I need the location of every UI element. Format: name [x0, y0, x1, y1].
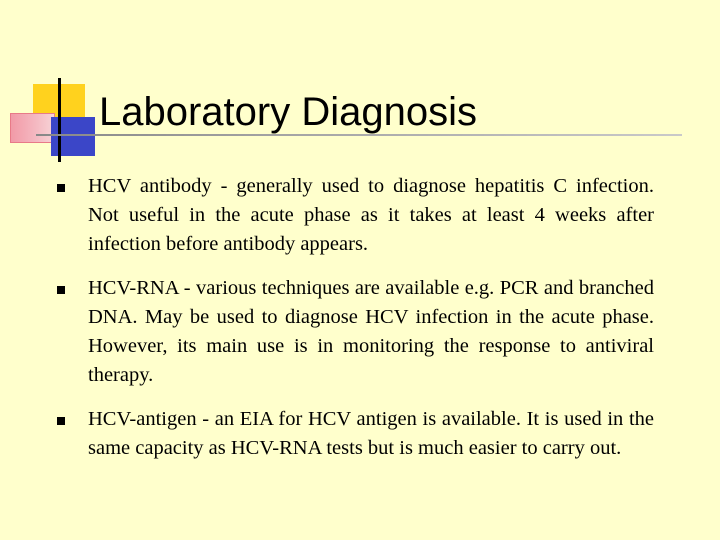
logo-vertical-line: [58, 78, 61, 162]
bullet-text: [88, 405, 654, 463]
bullet-term: HCV antibody: [88, 175, 212, 197]
bullet-item-hcv-antibody: [54, 172, 658, 259]
bullet-term: HCV-antigen: [88, 408, 197, 430]
bullet-description: - various techniques are available e.g. PCR and branched DNA. May be used to diagnose HCV infection in the acute phase. However, its main use is in monitoring the response to antiviral therapy.: [88, 277, 654, 386]
slide-title: Laboratory Diagnosis: [99, 90, 477, 134]
bullet-item-hcv-rna: [54, 274, 658, 390]
bullet-list: [54, 172, 658, 478]
square-bullet-icon: [57, 184, 65, 192]
bullet-item-hcv-antigen: [54, 405, 658, 463]
square-bullet-icon: [57, 286, 65, 294]
logo-pink-rectangle: [10, 113, 55, 143]
bullet-description: - an EIA for HCV antigen is available. It is used in the same capacity as HCV-RNA tests but is much easier to carry out.: [88, 408, 654, 459]
square-bullet-icon: [57, 417, 65, 425]
bullet-description: - generally used to diagnose hepatitis C infection. Not useful in the acute phase as it takes at least 4 weeks after infection before antibody appears.: [88, 175, 654, 255]
bullet-text: [88, 274, 654, 390]
bullet-text: [88, 172, 654, 259]
bullet-term: HCV-RNA: [88, 277, 179, 299]
